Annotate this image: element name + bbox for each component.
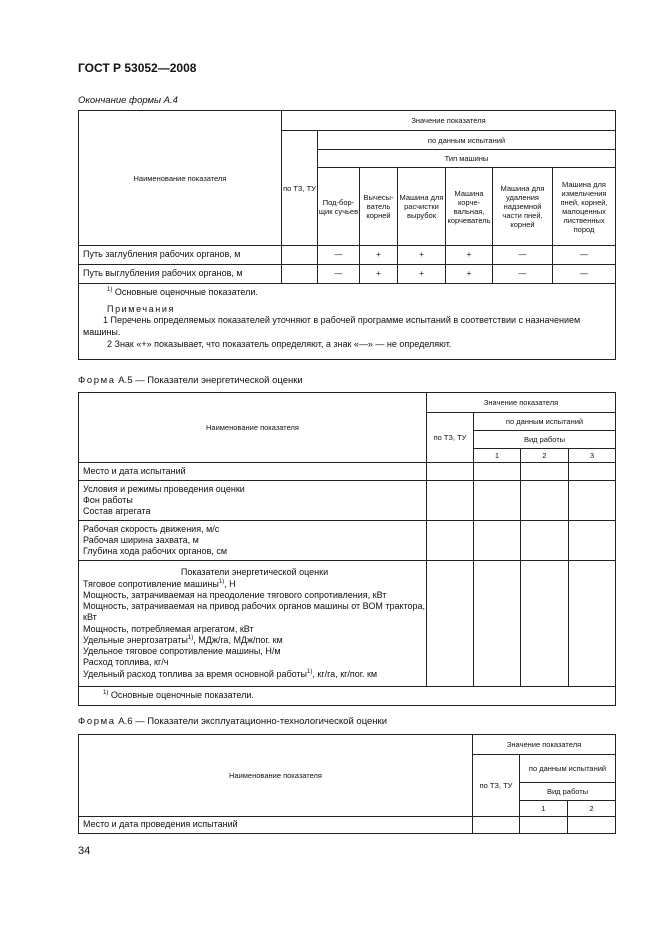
col-number: 3 bbox=[569, 449, 616, 463]
value-header: Значение показателя bbox=[282, 111, 616, 131]
table-row bbox=[79, 463, 616, 481]
row-place-date: Место и дата испытаний bbox=[79, 463, 427, 481]
machine-type-col: Под-борщик сучьев bbox=[318, 168, 360, 246]
machine-type-header: Тип машины bbox=[318, 150, 616, 168]
notes-title: Примечания bbox=[107, 303, 175, 314]
col-name-header: Наименование показателя bbox=[79, 735, 473, 817]
footnote: $^{1)}$ Основные оценочные показатели. bbox=[79, 687, 616, 706]
test-data-header: по данным испытаний bbox=[318, 131, 616, 150]
row-conditions: Условия и режимы проведения оценки Фон работы Состав агрегата bbox=[79, 481, 427, 521]
machine-type-col: Машина для расчистки вырубок bbox=[398, 168, 446, 246]
row-place-date: Место и дата проведения испытаний bbox=[79, 817, 473, 834]
cell: — bbox=[493, 265, 553, 284]
tz-header: по ТЗ, ТУ bbox=[282, 131, 318, 246]
notes-block bbox=[79, 284, 616, 360]
cell bbox=[282, 265, 318, 284]
note-1: 1 Перечень определяемых показателей уточняют в рабочей программе испытаний в соответствии с назначением машины. bbox=[83, 315, 581, 338]
tz-header: по ТЗ, ТУ bbox=[427, 413, 474, 463]
form-a6-caption: Форма А.6 — Показатели эксплуатационно-технологической оценки bbox=[78, 716, 388, 727]
cell: — bbox=[318, 246, 360, 265]
cell: + bbox=[398, 246, 446, 265]
work-type-header: Вид работы bbox=[474, 431, 616, 449]
col-number: 2 bbox=[521, 449, 569, 463]
cell bbox=[282, 246, 318, 265]
note-2: 2 Знак «+» показывает, что показатель определяют, а знак «—» — не определяют. bbox=[107, 338, 452, 349]
table-row bbox=[79, 246, 616, 265]
col-number: 1 bbox=[520, 801, 568, 817]
form-a4-caption: Окончание формы А.4 bbox=[78, 95, 178, 106]
machine-type-col: Машина корчевальная, корчеватель bbox=[446, 168, 493, 246]
page-number: 34 bbox=[78, 845, 91, 857]
table-row bbox=[79, 265, 616, 284]
table-row bbox=[79, 481, 616, 521]
table-row bbox=[79, 817, 616, 834]
table-row bbox=[79, 561, 616, 687]
value-header: Значение показателя bbox=[473, 735, 616, 755]
row-name: Путь заглубления рабочих органов, м bbox=[79, 246, 282, 265]
cell: — bbox=[553, 265, 616, 284]
col-number: 1 bbox=[474, 449, 521, 463]
cell: + bbox=[360, 246, 398, 265]
tz-header: по ТЗ, ТУ bbox=[473, 755, 520, 817]
table-row bbox=[79, 521, 616, 561]
col-number: 2 bbox=[568, 801, 616, 817]
row-name: Путь выглубления рабочих органов, м bbox=[79, 265, 282, 284]
form-a5-table bbox=[78, 392, 616, 706]
form-a6-table bbox=[78, 734, 616, 834]
machine-type-col: Вычесыватель корней bbox=[360, 168, 398, 246]
work-type-header: Вид работы bbox=[520, 783, 616, 801]
cell: — bbox=[318, 265, 360, 284]
cell: + bbox=[360, 265, 398, 284]
footnote: $^{1)}$ Основные оценочные показатели. bbox=[107, 287, 258, 297]
col-name-header: Наименование показателя bbox=[79, 111, 282, 246]
value-header: Значение показателя bbox=[427, 393, 616, 413]
cell: — bbox=[553, 246, 616, 265]
test-data-header: по данным испытаний bbox=[520, 755, 616, 783]
form-a4-table bbox=[78, 110, 616, 360]
machine-type-col: Машина для измельчения пней, корней, малоценных лиственных пород bbox=[553, 168, 616, 246]
machine-type-col: Машина для удаления надземной части пней, корней bbox=[493, 168, 553, 246]
cell: + bbox=[398, 265, 446, 284]
cell: + bbox=[446, 265, 493, 284]
test-data-header: по данным испытаний bbox=[474, 413, 616, 431]
row-work-params: Рабочая скорость движения, м/с Рабочая ширина захвата, м Глубина хода рабочих органов, см bbox=[79, 521, 427, 561]
cell: + bbox=[446, 246, 493, 265]
cell: — bbox=[493, 246, 553, 265]
row-energy-indicators: Показатели энергетической оценки Тяговое сопротивление машины$^{1)}$, Н Мощность, затрачиваемая на преодоление тягового сопротивления, кВт Мощность, затрачиваемая на привод рабочих органов машины от ВОМ трактора, кВт Мощность, потребляемая агрегатом, кВт Удельные энергозатраты$^{1)}$, МДж/га, МДж/пог. км Удельное тяговое сопротивление машины, Н/м Расход топлива, кг/ч Удельный расход топлива за время основной работы$^{1)}$, кг/га, кг/пог. км bbox=[79, 561, 427, 687]
col-name-header: Наименование показателя bbox=[79, 393, 427, 463]
document-title: ГОСТ Р 53052—2008 bbox=[78, 61, 197, 75]
form-a5-caption: Форма А.5 — Показатели энергетической оценки bbox=[78, 375, 303, 386]
